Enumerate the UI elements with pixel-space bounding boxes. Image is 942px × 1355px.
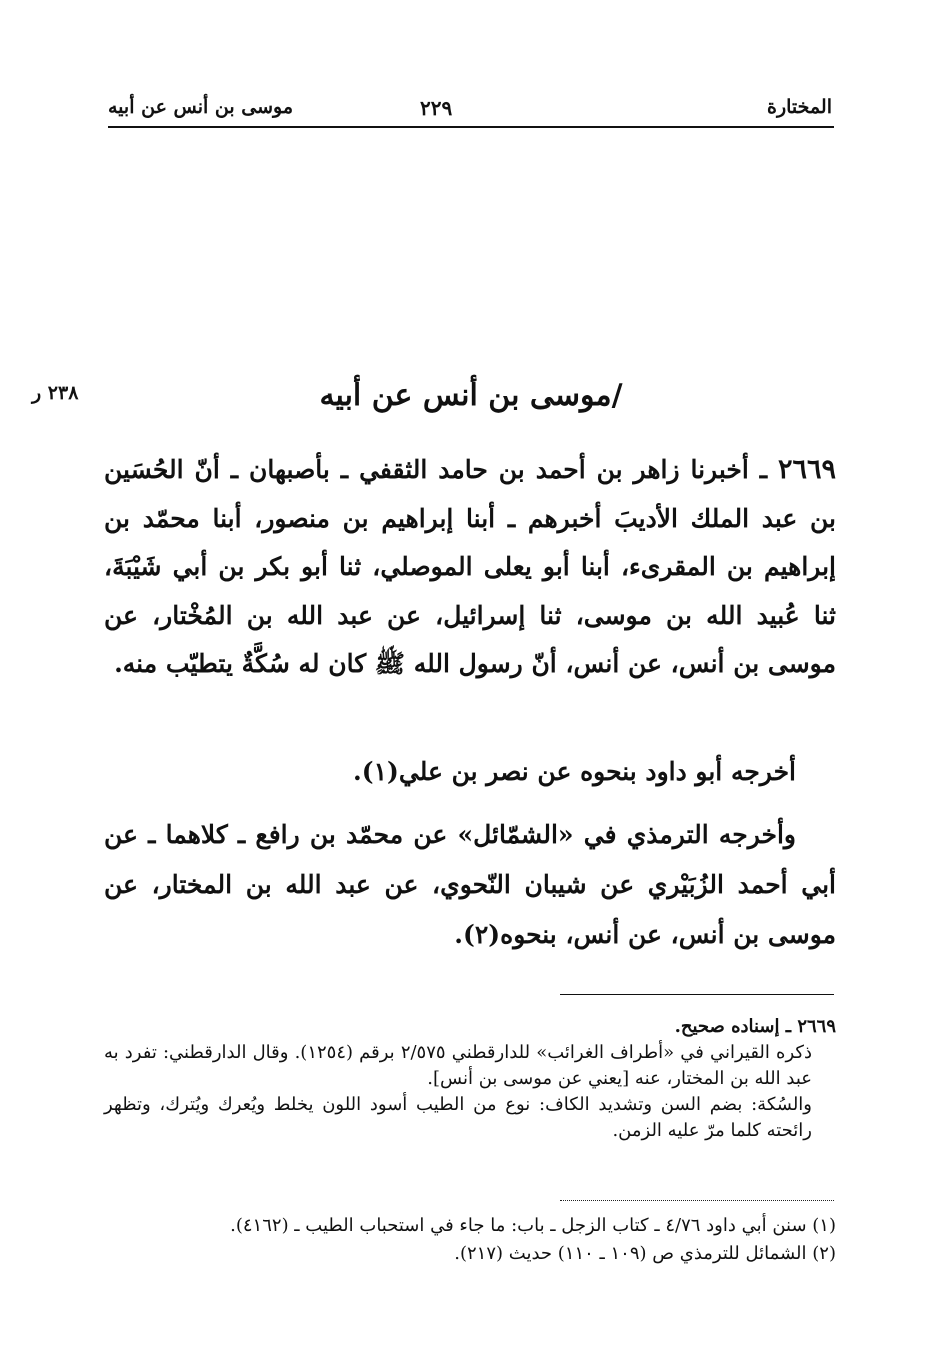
hadith-text: [104, 446, 836, 689]
header-rule: [108, 126, 834, 128]
hadith-body: ـ أخبرنا زاهر بن أحمد بن حامد الثقفي ـ بأصبهان ـ أنّ الحُسَين بن عبد الملك الأديبَ أخبرهم ـ أبنا إبراهيم بن منصور، أبنا محمّد بن إبراهيم بن المقرىء، أبنا أبو يعلى الموصلي، ثنا أبو بكر بن أبي شَيْبَةَ، ثنا عُبيد الله بن موسى، ثنا إسرائيل، عن عبد الله بن المُخْتار، عن موسى بن أنس، عن أنس، أنّ رسول الله ﷺ كان له سُكَّةٌ يتطيّب منه.: [104, 455, 836, 678]
running-header-book-title: المختارة: [767, 96, 832, 118]
page-number: ٢٢٩: [420, 96, 453, 120]
note-line-2: والسُكة: بضم السن وتشديد الكاف: نوع من الطيب أسود اللون يخلط ويُعرك ويُترك، وتظهر رائحته كلما مرّ عليه الزمن.: [104, 1094, 812, 1141]
note-head: ٢٦٦٩ ـ إسناده صحيح.: [674, 1016, 836, 1037]
footnote-ref-2: (٢) الشمائل للترمذي ص (١٠٩ ـ ١١٠) حديث (٢١٧).: [454, 1243, 836, 1264]
footnote-dotted-rule: [560, 1200, 834, 1201]
commentary-notes: [104, 1014, 836, 1144]
takhrij-paragraph-1: أخرجه أبو داود بنحوه عن نصر بن علي(١).: [353, 757, 796, 786]
footnote-rule: [560, 994, 834, 995]
footnote-references: [104, 1212, 836, 1268]
note-line-1: ذكره القيراني في «أطراف الغرائب» للدارقطني ٢/٥٧٥ برقم (١٢٥٤). وقال الدارقطني: تفرد به عبد الله بن المختار، عنه [يعني عن موسى بن أنس].: [104, 1042, 812, 1089]
footnote-ref-1: (١) سنن أبي داود ٤/٧٦ ـ كتاب الزجل ـ باب: ما جاء في استحباب الطيب ـ (٤١٦٢).: [230, 1215, 836, 1236]
chapter-title: /موسى بن أنس عن أبيه: [319, 378, 623, 413]
margin-reference: ٢٣٨ ر: [32, 382, 79, 404]
running-header-chapter: موسى بن أنس عن أبيه: [108, 96, 294, 118]
takhrij-paragraph-2: وأخرجه الترمذي في «الشمّائل» عن محمّد بن رافع ـ كلاهما ـ عن أبي أحمد الزُبَيْري عن شيبان النّحوي، عن عبد الله بن المختار، عن موسى بن أنس، عن أنس، بنحوه(٢).: [104, 820, 836, 949]
hadith-number: ٢٦٦٩: [777, 454, 836, 485]
